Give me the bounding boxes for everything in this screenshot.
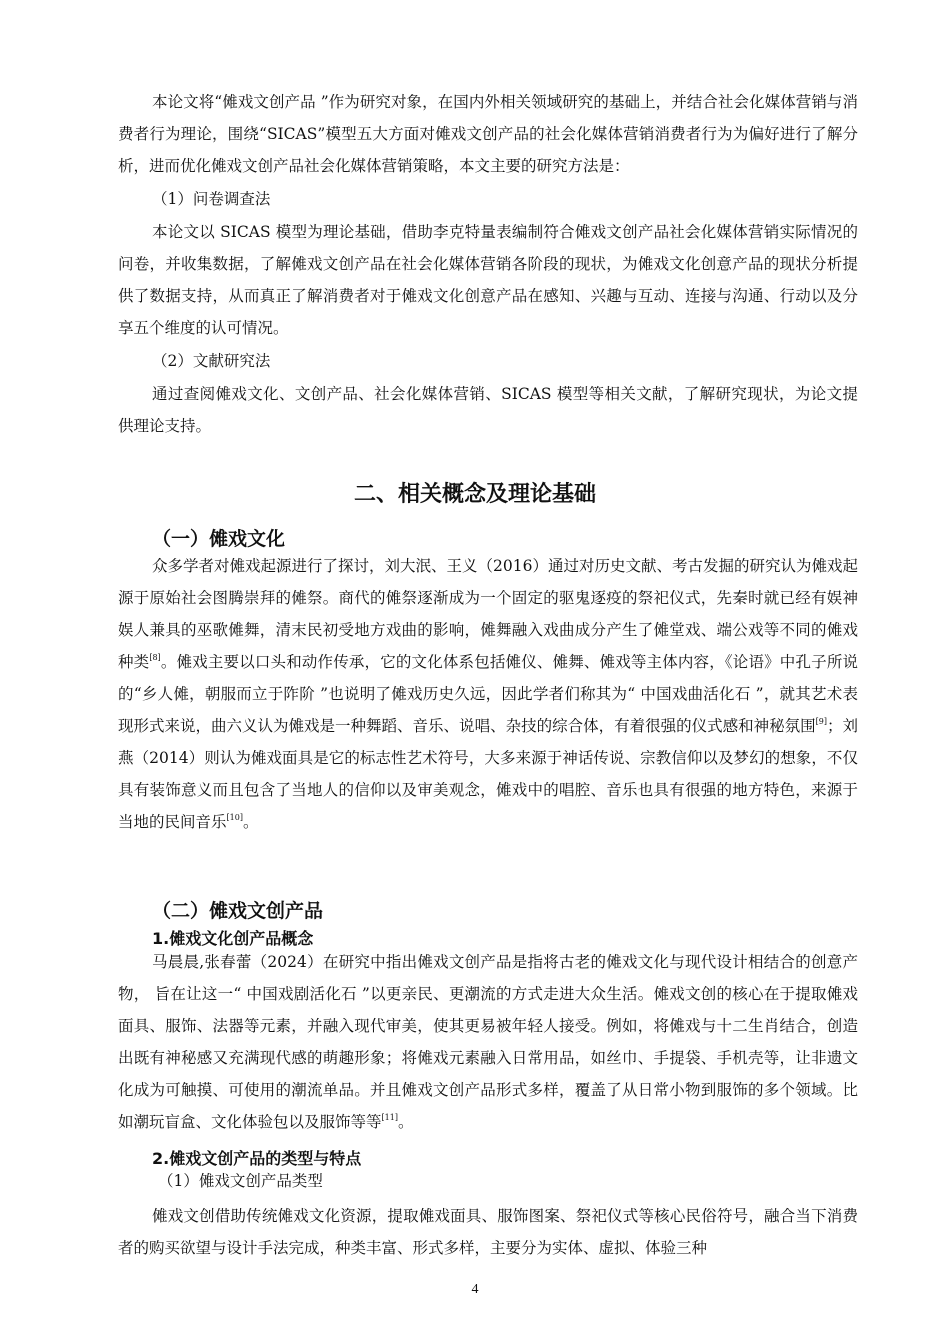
method2-paragraph: 通过查阅傩戏文化、文创产品、社会化媒体营销、SICAS 模型等相关文献，了解研究现状，为论文提供理论支持。 — [118, 385, 858, 435]
section1-text-b: 。傩戏主要以口头和动作传承，它的文化体系包括傩仪、傩舞、傩戏等主体内容，《论语》中孔子所说的“乡人傩，朝服而立于阼阶 ”也说明了傩戏历史久远，因此学者们称其为“ 中国戏曲活化石 ”，就其艺术表现形式来说，曲六义认为傩戏是一种舞蹈、音乐、说唱、杂技的综合体，有着很强的仪式感和神秘氛围 — [118, 653, 858, 735]
sub1-end: 。 — [397, 1113, 414, 1131]
citation-8: [8] — [149, 653, 161, 662]
section2-sub2-paragraph: 傩戏文创借助传统傩戏文化资源，提取傩戏面具、服饰图案、祭祀仪式等核心民俗符号，融合当下消费者的购买欲望与设计手法完成，种类丰富、形式多样，主要分为实体、虚拟、体验三种 — [118, 1207, 858, 1257]
page-number: 4 — [471, 1282, 479, 1297]
citation-11: [11] — [381, 1113, 398, 1122]
section1-text-a: 众多学者对傩戏起源进行了探讨，刘大泯、王义（2016）通过对历史文献、考古发掘的研究认为傩戏起源于原始社会图腾崇拜的傩祭。商代的傩祭逐渐成为一个固定的驱鬼逐疫的祭祀仪式，先秦时就已经有娱神娱人兼具的巫歌傩舞，清末民初受地方戏曲的影响，傩舞融入戏曲成分产生了傩堂戏、端公戏等不同的傩戏种类 — [118, 557, 858, 671]
section1-title: （一）傩戏文化 — [152, 528, 286, 550]
section1-paragraph — [118, 550, 858, 838]
citation-10: [10] — [226, 813, 243, 822]
section2-title: （二）傩戏文创产品 — [152, 900, 324, 922]
method1-paragraph: 本论文以 SICAS 模型为理论基础，借助李克特量表编制符合傩戏文创产品社会化媒体营销实际情况的问卷，并收集数据，了解傩戏文创产品在社会化媒体营销各阶段的现状，为傩戏文化创意产品的现状分析提供了数据支持，从而真正了解消费者对于傩戏文化创意产品在感知、兴趣与互动、连接与沟通、行动以及分享五个维度的认可情况。 — [118, 223, 858, 337]
method1-label: （1）问卷调查法 — [152, 190, 271, 208]
intro-paragraph: 本论文将“傩戏文创产品 ”作为研究对象，在国内外相关领域研究的基础上，并结合社会化媒体营销与消费者行为理论，围绕“SICAS”模型五大方面对傩戏文创产品的社会化媒体营销消费者行为为偏好进行了解分析，进而优化傩戏文创产品社会化媒体营销策略，本文主要的研究方法是： — [118, 93, 858, 175]
section1-text-c: ；刘燕（2014）则认为傩戏面具是它的标志性艺术符号，大多来源于神话传说、宗教信仰以及梦幻的想象，不仅具有装饰意义而且包含了当地人的信仰以及审美观念，傩戏中的唱腔、音乐也具有很强的地方特色，来源于当地的民间音乐 — [118, 717, 858, 831]
chapter-title: 二、相关概念及理论基础 — [353, 482, 596, 507]
section2-sub1-title: 1.傩戏文化创产品概念 — [152, 929, 314, 948]
section2-sub2-label: （1）傩戏文创产品类型 — [158, 1172, 323, 1190]
citation-9: [9] — [815, 717, 827, 726]
section2-sub2-title: 2.傩戏文创产品的类型与特点 — [152, 1149, 362, 1168]
section1-text-d: 。 — [242, 813, 259, 831]
sub1-text: 马晨晨,张春蕾（2024）在研究中指出傩戏文创产品是指将古老的傩戏文化与现代设计相结合的创意产物， 旨在让这一“ 中国戏剧活化石 ”以更亲民、更潮流的方式走进大众生活。傩戏文创的核心在于提取傩戏面具、服饰、法器等元素，并融入现代审美，使其更易被年轻人接受。例如，将傩戏与十二生肖结合，创造出既有神秘感又充满现代感的萌趣形象；将傩戏元素融入日常用品，如丝巾、手提袋、手机壳等，让非遗文化成为可触摸、可使用的潮流单品。并且傩戏文创产品形式多样，覆盖了从日常小物到服饰的多个领域。比如潮玩盲盒、文化体验包以及服饰等等 — [118, 953, 858, 1131]
method2-label: （2）文献研究法 — [152, 352, 271, 370]
section2-sub1-paragraph — [118, 946, 858, 1138]
